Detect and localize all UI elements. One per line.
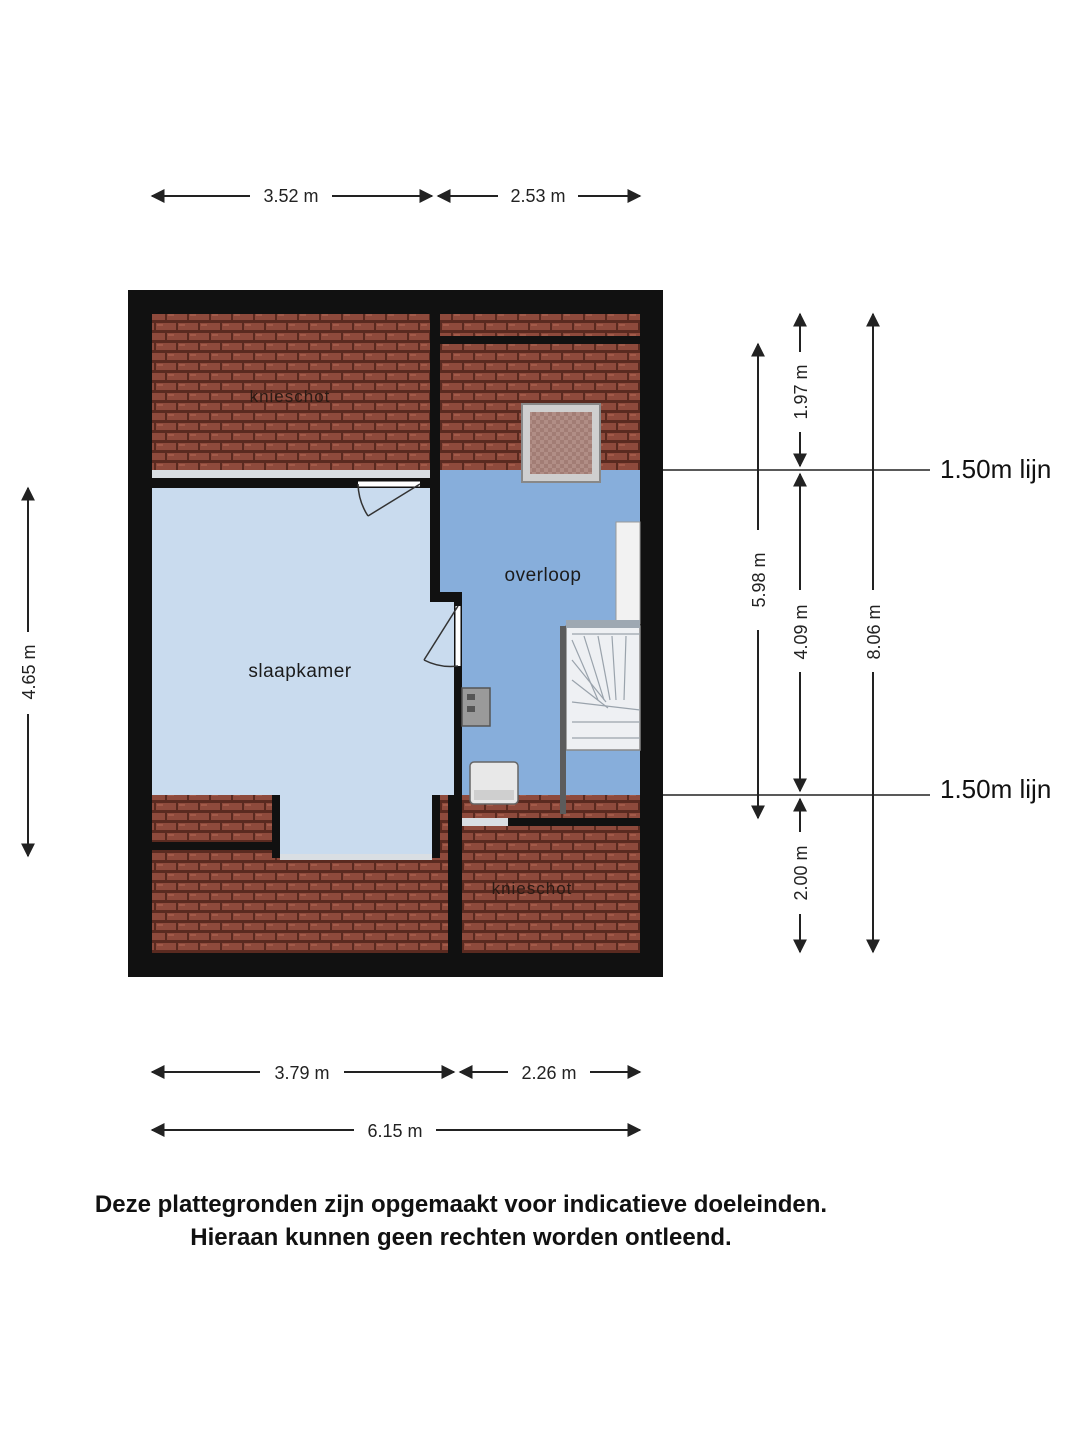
- window-strip-top: [152, 470, 430, 478]
- disclaimer-line-2: Hieraan kunnen geen rechten worden ontleend.: [190, 1224, 732, 1251]
- disclaimer-line-1: Deze plattegronden zijn opgemaakt voor indicatieve doeleinden.: [94, 1191, 828, 1218]
- dim-right-bottom: 2.00 m: [791, 845, 811, 901]
- height-lines: [663, 454, 1051, 804]
- dim-top-right: 2.53 m: [510, 186, 566, 206]
- window-strip-landing: [462, 818, 508, 826]
- dim-top-left: 3.52 m: [263, 186, 319, 206]
- bottom-dimensions: [152, 1063, 640, 1141]
- skylight-icon: [522, 404, 600, 482]
- upper-line-label: 1.50m lijn: [940, 454, 1052, 484]
- right-dimensions: [749, 314, 884, 952]
- landing-cupboard: [616, 522, 640, 624]
- label-knieschot-top: knieschot: [249, 387, 331, 406]
- boiler-icon: [462, 688, 490, 726]
- label-overloop: overloop: [504, 565, 582, 586]
- dim-left-height: 4.65 m: [19, 644, 39, 700]
- dim-right-middle: 4.09 m: [791, 604, 811, 660]
- label-knieschot-bottom: knieschot: [491, 879, 573, 898]
- dim-total-width: 6.15 m: [367, 1121, 423, 1141]
- dim-total-height: 8.06 m: [864, 604, 884, 660]
- top-dimensions: [152, 186, 640, 206]
- dim-inner-height: 5.98 m: [749, 552, 769, 608]
- dim-right-top: 1.97 m: [791, 364, 811, 420]
- dim-bottom-left: 3.79 m: [274, 1063, 330, 1083]
- window-strip-bottom: [280, 854, 432, 860]
- label-slaapkamer: slaapkamer: [248, 661, 352, 682]
- appliance-icon: [470, 762, 518, 804]
- lower-line-label: 1.50m lijn: [940, 774, 1052, 804]
- dim-bottom-right: 2.26 m: [521, 1063, 577, 1083]
- left-dimensions: [19, 488, 39, 856]
